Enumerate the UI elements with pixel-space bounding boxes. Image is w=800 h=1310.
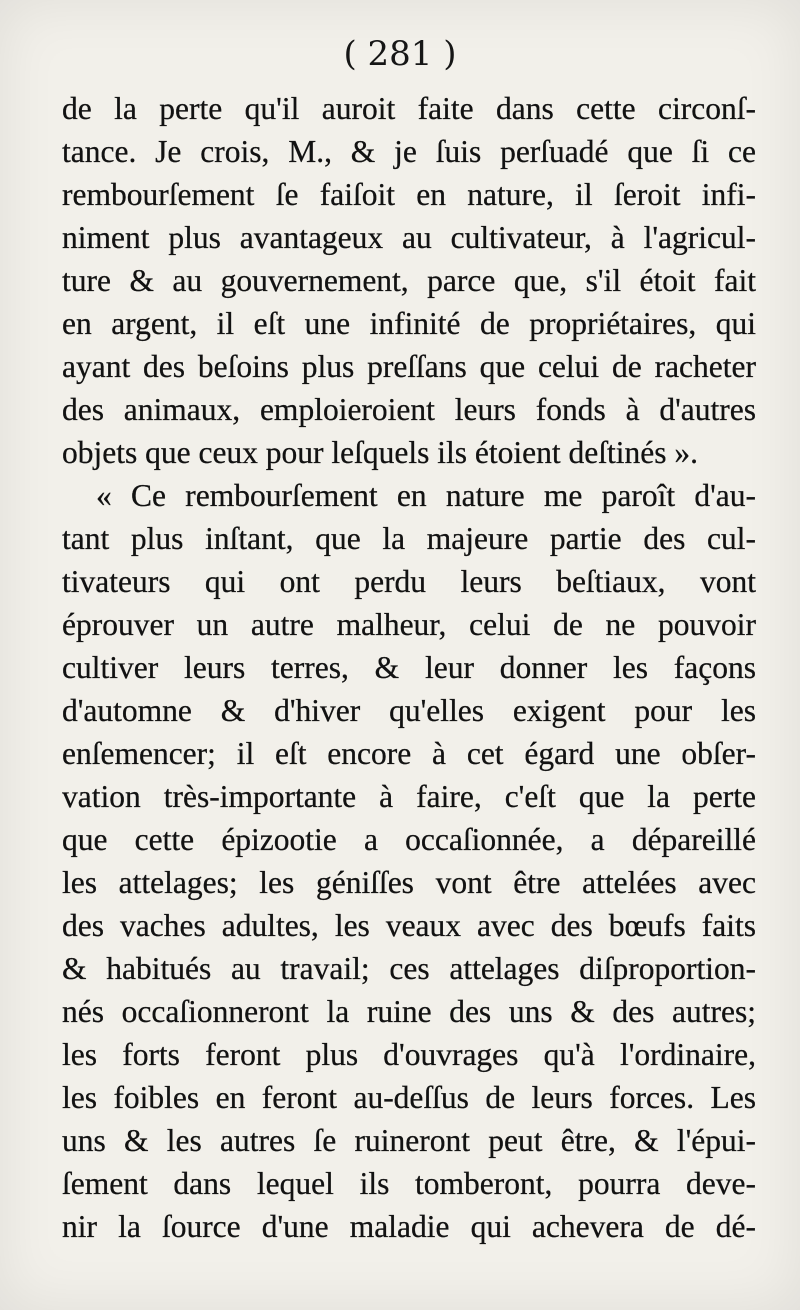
text-line: ture & au gouvernement, parce que, s'il étoit fait	[62, 263, 756, 298]
text-line: des vaches adultes, les veaux avec des bœufs faits	[62, 908, 756, 943]
text-line: rembourſement ſe faiſoit en nature, il ſeroit infi-	[62, 177, 756, 212]
text-line: nir la ſource d'une maladie qui achevera de dé-	[62, 1209, 756, 1244]
body-text	[62, 87, 756, 1248]
text-line: que cette épizootie a occaſionnée, a dépareillé	[62, 822, 756, 857]
text-line: d'automne & d'hiver qu'elles exigent pour les	[62, 693, 756, 728]
text-line: tivateurs qui ont perdu leurs beſtiaux, vont	[62, 564, 756, 599]
text-line: cultiver leurs terres, & leur donner les façons	[62, 650, 756, 685]
text-line: des animaux, emploieroient leurs fonds à d'autres	[62, 392, 756, 427]
text-line: « Ce rembourſement en nature me paroît d'au-	[96, 478, 756, 513]
text-line: éprouver un autre malheur, celui de ne pouvoir	[62, 607, 756, 642]
text-line: en argent, il eſt une infinité de propriétaires, qui	[62, 306, 756, 341]
text-line: objets que ceux pour leſquels ils étoient deſtinés ».	[62, 435, 698, 470]
text-line: les foibles en feront au-deſſus de leurs forces. Les	[62, 1080, 756, 1115]
text-line: & habitués au travail; ces attelages diſproportion-	[62, 951, 756, 986]
text-line: tant plus inſtant, que la majeure partie des cul-	[62, 521, 756, 556]
text-line: nés occaſionneront la ruine des uns & des autres;	[62, 994, 756, 1029]
text-line: les attelages; les géniſſes vont être attelées avec	[62, 865, 756, 900]
page-number: ( 281 )	[343, 34, 457, 74]
text-line: niment plus avantageux au cultivateur, à l'agricul-	[62, 220, 756, 255]
text-line: ayant des beſoins plus preſſans que celui de racheter	[62, 349, 756, 384]
text-line: les forts feront plus d'ouvrages qu'à l'ordinaire,	[62, 1037, 756, 1072]
text-line: ſement dans lequel ils tomberont, pourra deve-	[62, 1166, 756, 1201]
text-line: vation très-importante à faire, c'eſt que la perte	[62, 779, 756, 814]
text-line: de la perte qu'il auroit faite dans cette circonſ-	[62, 91, 756, 126]
text-line: enſemencer; il eſt encore à cet égard une obſer-	[62, 736, 756, 771]
text-line: uns & les autres ſe ruineront peut être, & l'épui-	[62, 1123, 756, 1158]
text-line: tance. Je crois, M., & je ſuis perſuadé que ſi ce	[62, 134, 756, 169]
